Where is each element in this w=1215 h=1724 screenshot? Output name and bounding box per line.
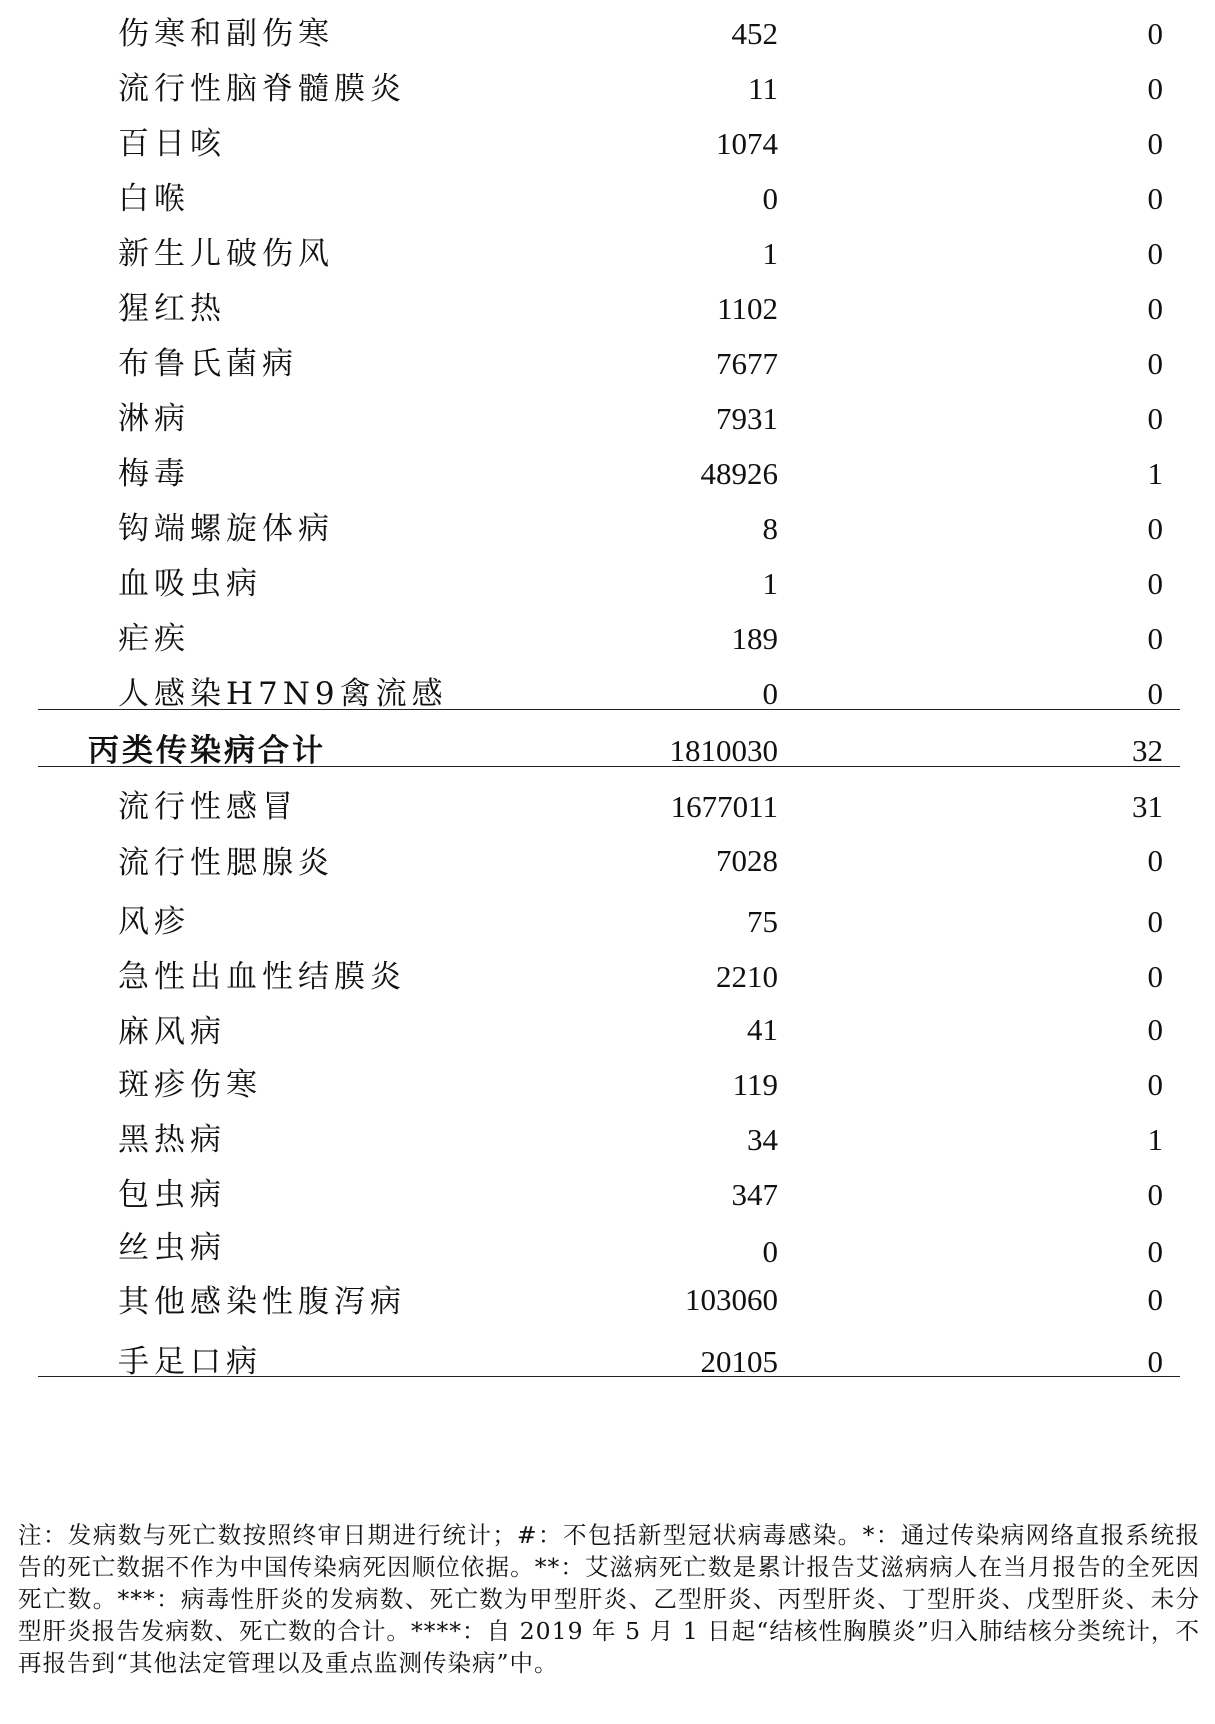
case-count: 34 bbox=[747, 1122, 778, 1157]
disease-name: 猩红热 bbox=[118, 291, 226, 327]
case-count: 347 bbox=[731, 1177, 778, 1212]
divider bbox=[38, 709, 1180, 710]
disease-name: 疟疾 bbox=[118, 621, 190, 657]
death-count: 0 bbox=[1147, 181, 1163, 216]
table-row bbox=[0, 837, 1215, 897]
death-count: 0 bbox=[1147, 126, 1163, 161]
footnotes bbox=[18, 1519, 1200, 1679]
disease-name: 淋病 bbox=[118, 401, 190, 437]
table-row bbox=[0, 896, 1215, 956]
case-count: 1 bbox=[762, 236, 778, 271]
case-count: 48926 bbox=[700, 456, 778, 491]
table-row bbox=[0, 448, 1215, 508]
death-count: 0 bbox=[1147, 904, 1163, 939]
case-count: 8 bbox=[762, 511, 778, 546]
death-count: 0 bbox=[1147, 1067, 1163, 1102]
total-case-count: 1810030 bbox=[669, 733, 778, 768]
death-count: 0 bbox=[1147, 16, 1163, 51]
footnote-text: 注：发病数与死亡数按照终审日期进行统计；#：不包括新型冠状病毒感染。*：通过传染病网络直报系统报告的死亡数据不作为中国传染病死因顺位依据。**：艾滋病死亡数是累计报告艾滋病病人在当月报告的全死因死亡数。***：病毒性肝炎的发病数、死亡数为甲型肝炎、乙型肝炎、丙型肝炎、丁型肝炎、戊型肝炎、未分型肝炎报告发病数、死亡数的合计。****：自 2019 年 5 月 1 日起“结核性胸膜炎”归入肺结核分类统计，不再报告到“其他法定管理以及重点监测传染病”中。 bbox=[18, 1521, 1200, 1677]
death-count: 1 bbox=[1147, 456, 1163, 491]
table-row bbox=[0, 338, 1215, 398]
table-row bbox=[0, 1059, 1215, 1119]
table-row bbox=[0, 173, 1215, 233]
disease-name: 血吸虫病 bbox=[118, 566, 262, 602]
death-count: 0 bbox=[1147, 1234, 1163, 1269]
disease-name: 斑疹伤寒 bbox=[118, 1067, 262, 1103]
case-count: 1102 bbox=[717, 291, 778, 326]
table-row bbox=[0, 1006, 1215, 1066]
case-count: 0 bbox=[762, 1234, 778, 1269]
disease-name: 百日咳 bbox=[118, 126, 226, 162]
disease-name: 风疹 bbox=[118, 904, 190, 940]
death-count: 1 bbox=[1147, 1122, 1163, 1157]
disease-name: 丝虫病 bbox=[118, 1230, 226, 1266]
death-count: 0 bbox=[1147, 621, 1163, 656]
disease-name: 梅毒 bbox=[118, 456, 190, 492]
death-count: 0 bbox=[1147, 676, 1163, 711]
case-count: 189 bbox=[731, 621, 778, 656]
table-row bbox=[0, 118, 1215, 178]
case-count: 7028 bbox=[716, 843, 778, 878]
table-row bbox=[0, 781, 1215, 841]
death-count: 0 bbox=[1147, 1177, 1163, 1212]
case-count: 2210 bbox=[716, 959, 778, 994]
case-count: 41 bbox=[747, 1012, 778, 1047]
table-row bbox=[0, 393, 1215, 453]
total-row bbox=[0, 725, 1215, 785]
case-count: 119 bbox=[732, 1067, 778, 1102]
case-count: 1 bbox=[762, 566, 778, 601]
death-count: 0 bbox=[1147, 236, 1163, 271]
death-count: 0 bbox=[1147, 401, 1163, 436]
death-count: 0 bbox=[1147, 566, 1163, 601]
case-count: 7931 bbox=[716, 401, 778, 436]
table-row bbox=[0, 613, 1215, 673]
table-row bbox=[0, 668, 1215, 728]
case-count: 7677 bbox=[716, 346, 778, 381]
disease-name: 流行性脑脊髓膜炎 bbox=[118, 71, 406, 107]
case-count: 452 bbox=[731, 16, 778, 51]
disease-name: 布鲁氏菌病 bbox=[118, 346, 298, 382]
disease-name: 包虫病 bbox=[118, 1177, 226, 1213]
case-count: 1677011 bbox=[670, 789, 778, 824]
disease-name: 伤寒和副伤寒 bbox=[118, 16, 334, 52]
case-count: 1074 bbox=[716, 126, 778, 161]
disease-name: 白喉 bbox=[118, 181, 190, 217]
case-count: 0 bbox=[762, 676, 778, 711]
disease-name: 手足口病 bbox=[118, 1344, 262, 1380]
table-row bbox=[0, 503, 1215, 563]
case-count: 103060 bbox=[685, 1282, 778, 1317]
case-count: 11 bbox=[748, 71, 778, 106]
death-count: 0 bbox=[1147, 843, 1163, 878]
disease-name: 急性出血性结膜炎 bbox=[118, 959, 406, 995]
death-count: 0 bbox=[1147, 1344, 1163, 1379]
death-count: 0 bbox=[1147, 71, 1163, 106]
disease-name: 流行性腮腺炎 bbox=[118, 845, 334, 881]
disease-name: 黑热病 bbox=[118, 1122, 226, 1158]
disease-name: 钩端螺旋体病 bbox=[118, 511, 334, 547]
table-row bbox=[0, 1169, 1215, 1229]
case-count: 75 bbox=[747, 904, 778, 939]
disease-name: 流行性感冒 bbox=[118, 789, 298, 825]
case-count: 20105 bbox=[700, 1344, 778, 1379]
table-row bbox=[0, 1222, 1215, 1282]
death-count: 0 bbox=[1147, 346, 1163, 381]
disease-name: 新生儿破伤风 bbox=[118, 236, 334, 272]
table-row bbox=[0, 1336, 1215, 1396]
table-bottom-rule bbox=[38, 1376, 1180, 1377]
death-count: 0 bbox=[1147, 1012, 1163, 1047]
table-row bbox=[0, 558, 1215, 618]
total-death-count: 32 bbox=[1132, 733, 1163, 768]
table-row bbox=[0, 8, 1215, 68]
death-count: 31 bbox=[1132, 789, 1163, 824]
table-row bbox=[0, 63, 1215, 123]
death-count: 0 bbox=[1147, 291, 1163, 326]
death-count: 0 bbox=[1147, 511, 1163, 546]
total-label: 丙类传染病合计 bbox=[88, 733, 326, 769]
table-row bbox=[0, 1114, 1215, 1174]
table-row bbox=[0, 228, 1215, 288]
disease-name: 其他感染性腹泻病 bbox=[118, 1284, 406, 1320]
table-row bbox=[0, 283, 1215, 343]
case-count: 0 bbox=[762, 181, 778, 216]
table-row bbox=[0, 1276, 1215, 1336]
divider bbox=[38, 766, 1180, 767]
death-count: 0 bbox=[1147, 959, 1163, 994]
disease-name: 人感染H7N9禽流感 bbox=[118, 676, 448, 712]
table-row bbox=[0, 951, 1215, 1011]
death-count: 0 bbox=[1147, 1282, 1163, 1317]
disease-name: 麻风病 bbox=[118, 1014, 226, 1050]
